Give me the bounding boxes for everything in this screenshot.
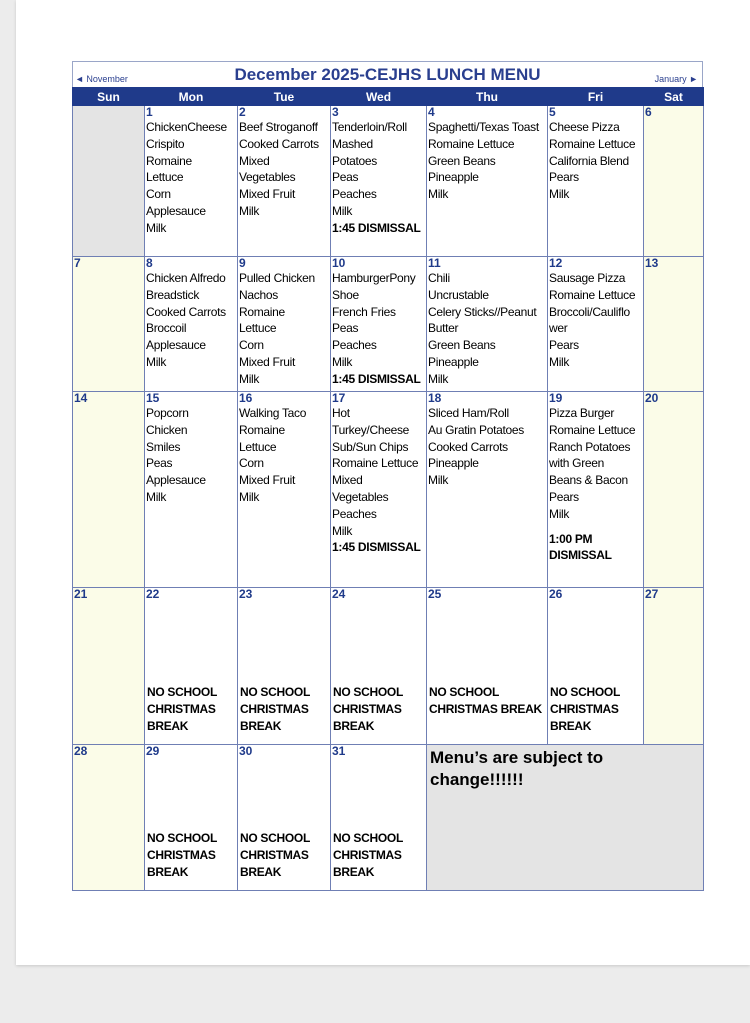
menu-item: Mixed Fruit (239, 354, 296, 369)
menu-item: Pizza Burger (549, 406, 615, 420)
day-cell[interactable] (238, 392, 331, 588)
menu-item: Crispito (146, 136, 185, 151)
day-cell[interactable] (238, 745, 331, 891)
weekday-sat: Sat (644, 88, 704, 106)
no-school-notice (333, 684, 403, 734)
day-cell-content (146, 257, 237, 371)
no-school-notice (147, 684, 217, 734)
menu-item: Milk (332, 354, 353, 369)
day-cell[interactable] (73, 392, 145, 588)
day-number: 12 (549, 256, 563, 270)
menu-item: Corn (146, 187, 171, 202)
day-number: 29 (146, 744, 160, 758)
day-cell[interactable] (73, 588, 145, 745)
no-school-line: NO SCHOOL (147, 685, 217, 699)
no-school-line: NO SCHOOL (147, 831, 217, 845)
menu-item: Milk (549, 506, 570, 521)
day-number: 27 (645, 587, 659, 601)
menu-item: Romaine (146, 153, 192, 168)
no-school-notice (240, 684, 310, 734)
menu-item: Pears (549, 338, 579, 353)
day-number: 4 (428, 105, 435, 119)
day-cell[interactable] (548, 257, 644, 392)
day-number: 7 (74, 256, 81, 270)
menu-item: Nachos (239, 287, 278, 302)
menu-item: Corn (239, 338, 264, 353)
week-row (73, 106, 704, 257)
menu-item: Broccoli/Cauliflo (549, 304, 630, 319)
menu-item: French Fries (332, 304, 396, 319)
day-number: 24 (332, 587, 346, 601)
menu-change-note: Menu’s are subject to change!!!!!! (430, 748, 604, 789)
day-cell-content (428, 257, 547, 388)
menu-item: Milk (428, 473, 449, 488)
weekday-tue: Tue (238, 88, 331, 106)
menu-item: Walking Taco (239, 406, 307, 420)
menu-item: wer (549, 321, 568, 336)
no-school-line: CHRISTMAS (240, 847, 309, 862)
menu-item: Milk (549, 354, 570, 369)
dismissal-note: 1:45 DISMISSAL (332, 220, 421, 235)
weekday-sun: Sun (73, 88, 145, 106)
no-school-line: BREAK (333, 718, 375, 733)
day-number: 13 (645, 256, 659, 270)
empty-day-cell (73, 106, 145, 257)
day-cell-content (146, 106, 237, 237)
note-cell (427, 745, 704, 891)
menu-item: Corn (239, 456, 264, 471)
menu-item: Milk (332, 523, 353, 538)
day-cell-content (74, 588, 144, 601)
menu-item: Turkey/Cheese (332, 422, 410, 437)
no-school-line: CHRISTMAS (147, 701, 216, 716)
day-cell[interactable] (331, 392, 427, 588)
menu-item: Milk (428, 371, 449, 386)
day-cell[interactable] (238, 106, 331, 257)
no-school-notice (333, 830, 403, 880)
no-school-notice (550, 684, 620, 734)
menu-item: Cooked Carrots (146, 304, 226, 319)
day-cell-content (332, 744, 426, 879)
day-number: 19 (549, 391, 563, 405)
day-cell[interactable] (145, 257, 238, 392)
day-cell[interactable] (644, 392, 704, 588)
menu-item: Pineapple (428, 354, 479, 369)
no-school-line: BREAK (240, 718, 282, 733)
menu-item: California Blend (549, 153, 629, 168)
day-cell-content (645, 392, 703, 405)
menu-item: Pears (549, 489, 579, 504)
next-month-link[interactable]: January ► (654, 74, 698, 84)
day-cell-content (428, 106, 547, 203)
day-cell[interactable] (145, 588, 238, 745)
weekday-thu: Thu (427, 88, 548, 106)
day-cell[interactable] (548, 588, 644, 745)
menu-item: Romaine Lettuce (549, 287, 636, 302)
day-cell-content (332, 106, 426, 236)
no-school-line: NO SCHOOL (550, 685, 620, 699)
menu-item: Peaches (332, 187, 377, 202)
menu-item: Milk (332, 203, 353, 218)
day-cell[interactable] (427, 588, 548, 745)
day-cell[interactable] (238, 257, 331, 392)
menu-item: Pulled Chicken (239, 271, 315, 285)
day-cell-content (146, 587, 237, 733)
day-number: 3 (332, 105, 339, 119)
day-cell-content (74, 745, 144, 758)
no-school-line: CHRISTMAS (147, 847, 216, 862)
day-number: 6 (645, 105, 652, 119)
menu-item: Peas (146, 456, 173, 471)
menu-item: Chicken (146, 422, 188, 437)
menu-item: Popcorn (146, 406, 189, 420)
menu-item: Milk (146, 489, 167, 504)
day-number: 31 (332, 744, 346, 758)
day-number: 17 (332, 391, 346, 405)
menu-item: Applesauce (146, 203, 206, 218)
day-number: 14 (74, 391, 88, 405)
day-cell[interactable] (644, 257, 704, 392)
menu-item: Mixed (332, 473, 363, 488)
menu-item: Green Beans (428, 338, 496, 353)
no-school-line: CHRISTMAS BREAK (429, 701, 542, 716)
menu-item: Green Beans (428, 153, 496, 168)
day-number: 30 (239, 744, 253, 758)
day-cell[interactable] (73, 257, 145, 392)
menu-item: Butter (428, 321, 459, 336)
dismissal-note: 1:45 DISMISSAL (332, 540, 421, 555)
dismissal-note: DISMISSAL (549, 547, 612, 562)
day-cell[interactable] (73, 745, 145, 891)
weekday-header-row (73, 88, 704, 106)
weekday-mon: Mon (145, 88, 238, 106)
no-school-line: CHRISTMAS (550, 701, 619, 716)
day-cell[interactable] (238, 588, 331, 745)
menu-item: Chili (428, 271, 450, 285)
menu-item: Cooked Carrots (428, 439, 508, 454)
menu-item: Uncrustable (428, 287, 489, 302)
day-cell-content (645, 588, 703, 601)
calendar-title-bar (72, 61, 703, 87)
calendar-grid (72, 87, 704, 891)
menu-item: Milk (239, 203, 260, 218)
menu-item: Peaches (332, 338, 377, 353)
day-cell-content (74, 392, 144, 405)
menu-item: Romaine (239, 422, 285, 437)
menu-item: Peas (332, 321, 359, 336)
menu-item: Mixed Fruit (239, 187, 296, 202)
day-number: 18 (428, 391, 442, 405)
no-school-line: CHRISTMAS (240, 701, 309, 716)
day-number: 28 (74, 744, 88, 758)
menu-item: Romaine Lettuce (549, 136, 636, 151)
menu-item: Tenderloin/Roll (332, 120, 407, 134)
menu-item: Lettuce (146, 170, 184, 185)
day-cell-content (549, 587, 643, 733)
menu-item: Peas (332, 170, 359, 185)
day-cell-content (239, 106, 330, 220)
no-school-notice (147, 830, 217, 880)
menu-item: Romaine Lettuce (332, 456, 419, 471)
no-school-line: NO SCHOOL (240, 831, 310, 845)
day-cell[interactable] (548, 106, 644, 257)
day-cell-content (146, 392, 237, 506)
day-cell-content (146, 744, 237, 879)
menu-item: Vegetables (239, 170, 296, 185)
menu-item: Chicken Alfredo (146, 271, 226, 285)
week-row (73, 588, 704, 745)
day-cell-content (239, 257, 330, 388)
menu-item: Sliced Ham/Roll (428, 406, 509, 420)
menu-item: Celery Sticks//Peanut (428, 304, 537, 319)
menu-item: Romaine Lettuce (549, 422, 636, 437)
no-school-notice (240, 830, 310, 880)
menu-item: ChickenCheese (146, 120, 227, 134)
day-cell-content (549, 106, 643, 203)
no-school-line: NO SCHOOL (333, 831, 403, 845)
menu-item: Spaghetti/Texas Toast (428, 120, 539, 134)
day-cell-content (332, 257, 426, 387)
menu-item: Romaine (239, 304, 285, 319)
day-number: 15 (146, 391, 160, 405)
menu-item: Lettuce (239, 439, 277, 454)
no-school-line: BREAK (550, 718, 592, 733)
week-row (73, 392, 704, 588)
menu-item: Mixed Fruit (239, 473, 296, 488)
day-number: 22 (146, 587, 160, 601)
weekday-fri: Fri (548, 88, 644, 106)
menu-item: Beef Stroganoff (239, 120, 318, 134)
menu-item: Au Gratin Potatoes (428, 422, 524, 437)
menu-item: Mixed (239, 153, 270, 168)
day-number: 21 (74, 587, 88, 601)
day-cell-content (645, 257, 703, 270)
menu-item: Milk (428, 187, 449, 202)
day-number: 26 (549, 587, 563, 601)
menu-item: Broccoil (146, 321, 187, 336)
day-cell[interactable] (145, 106, 238, 257)
day-cell-content (239, 744, 330, 879)
menu-item: Milk (549, 187, 570, 202)
day-number: 16 (239, 391, 253, 405)
day-cell-content (74, 257, 144, 270)
day-number: 1 (146, 105, 153, 119)
week-row (73, 745, 704, 891)
day-cell-content (239, 392, 330, 506)
day-number: 2 (239, 105, 246, 119)
day-cell[interactable] (644, 588, 704, 745)
dismissal-note: 1:00 PM (549, 531, 593, 546)
menu-item: Cooked Carrots (239, 136, 319, 151)
no-school-line: NO SCHOOL (333, 685, 403, 699)
day-cell-content (332, 587, 426, 733)
menu-item: Smiles (146, 439, 181, 454)
menu-item: Potatoes (332, 153, 377, 168)
day-cell[interactable] (331, 257, 427, 392)
menu-item: Applesauce (146, 338, 206, 353)
day-cell[interactable] (644, 106, 704, 257)
day-number: 8 (146, 256, 153, 270)
no-school-line: CHRISTMAS (333, 847, 402, 862)
no-school-line: BREAK (240, 864, 282, 879)
day-cell-content (332, 392, 426, 555)
day-cell[interactable] (145, 745, 238, 891)
menu-item: Shoe (332, 287, 359, 302)
menu-item: Hot (332, 406, 350, 420)
menu-item: Vegetables (332, 489, 389, 504)
menu-item: with Green (549, 456, 605, 471)
day-cell[interactable] (331, 588, 427, 745)
day-cell[interactable] (331, 106, 427, 257)
no-school-notice (429, 684, 542, 718)
day-cell[interactable] (331, 745, 427, 891)
day-cell[interactable] (145, 392, 238, 588)
day-number: 23 (239, 587, 253, 601)
week-row (73, 257, 704, 392)
day-number: 11 (428, 256, 441, 270)
menu-item: Sub/Sun Chips (332, 439, 409, 454)
no-school-line: NO SCHOOL (240, 685, 310, 699)
menu-item: HamburgerPony (332, 271, 416, 285)
no-school-line: CHRISTMAS (333, 701, 402, 716)
day-number: 9 (239, 256, 246, 270)
menu-item: Cheese Pizza (549, 120, 620, 134)
menu-item: Applesauce (146, 473, 206, 488)
page-title: December 2025-CEJHS LUNCH MENU (234, 65, 541, 84)
spacer (549, 523, 643, 531)
day-number: 5 (549, 105, 556, 119)
day-number: 25 (428, 587, 442, 601)
day-cell-content (428, 587, 547, 716)
day-number: 20 (645, 391, 659, 405)
menu-item: Beans & Bacon (549, 473, 628, 488)
day-cell-content (549, 392, 643, 563)
day-cell-content (549, 257, 643, 371)
day-cell[interactable] (427, 106, 548, 257)
lunch-menu-calendar (72, 61, 703, 891)
menu-item: Pears (549, 170, 579, 185)
dismissal-note: 1:45 DISMISSAL (332, 371, 421, 386)
menu-item: Peaches (332, 506, 377, 521)
no-school-line: BREAK (333, 864, 375, 879)
day-cell[interactable] (548, 392, 644, 588)
menu-item: Pineapple (428, 456, 479, 471)
menu-item: Breadstick (146, 287, 200, 302)
menu-item: Romaine Lettuce (428, 136, 515, 151)
menu-item: Milk (239, 489, 260, 504)
day-cell-content (645, 106, 703, 119)
menu-item: Mashed (332, 136, 373, 151)
weekday-wed: Wed (331, 88, 427, 106)
prev-month-link[interactable]: ◄ November (75, 74, 128, 84)
menu-item: Milk (239, 371, 260, 386)
day-number: 10 (332, 256, 346, 270)
day-cell[interactable] (427, 392, 548, 588)
no-school-line: BREAK (147, 718, 189, 733)
no-school-line: BREAK (147, 864, 189, 879)
day-cell-content (239, 587, 330, 733)
day-cell-content (428, 392, 547, 489)
menu-item: Lettuce (239, 321, 277, 336)
no-school-line: NO SCHOOL (429, 685, 499, 699)
menu-item: Milk (146, 220, 167, 235)
menu-item: Pineapple (428, 170, 479, 185)
menu-item: Milk (146, 354, 167, 369)
day-cell[interactable] (427, 257, 548, 392)
menu-item: Sausage Pizza (549, 271, 626, 285)
menu-item: Ranch Potatoes (549, 439, 631, 454)
